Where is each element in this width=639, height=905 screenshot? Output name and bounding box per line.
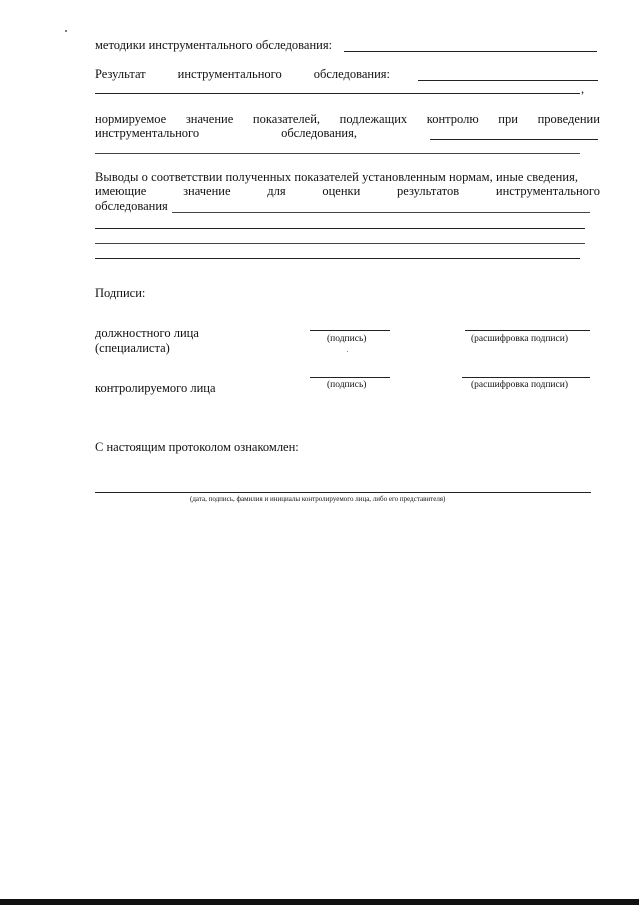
result-field-line-1[interactable]: [418, 80, 598, 81]
method-field-line[interactable]: [344, 51, 597, 52]
acknowledgement-field-line[interactable]: [95, 492, 591, 493]
scan-speck: [65, 30, 67, 32]
norm-word: инструментального: [95, 126, 200, 140]
result-comma: ,: [581, 82, 585, 96]
conclusion-field-line-2[interactable]: [95, 228, 585, 229]
official-decoding-caption: (расшифровка подписи): [471, 334, 568, 344]
norm-field-line-2[interactable]: [95, 153, 580, 154]
official-label-line-1: должностного лица: [95, 326, 199, 340]
conclusion-field-line-1[interactable]: [172, 212, 590, 213]
result-word: инструментального: [177, 67, 282, 81]
result-field-line-2[interactable]: [95, 93, 580, 94]
conclusion-label-row-2: [95, 184, 600, 199]
conclusion-word: инструментального: [495, 184, 600, 198]
conclusion-word: результатов: [397, 184, 460, 198]
scan-speck: [347, 351, 348, 352]
norm-word: контролю: [426, 112, 479, 126]
norm-word: подлежащих: [339, 112, 408, 126]
signatures-heading: Подписи:: [95, 286, 146, 300]
acknowledgement-caption: (дата, подпись, фамилия и инициалы контролируемого лица, либо его представителя): [190, 495, 446, 503]
norm-word: нормируемое: [95, 112, 167, 126]
controlled-decoding-line[interactable]: [462, 377, 590, 378]
result-word: Результат: [95, 67, 146, 81]
norm-word: показателей,: [252, 112, 321, 126]
conclusion-line-1: Выводы о соответствии полученных показателей установленным нормам, иные сведения,: [95, 170, 579, 184]
acknowledgement-label: С настоящим протоколом ознакомлен:: [95, 440, 299, 454]
controlled-label: контролируемого лица: [95, 381, 216, 395]
result-word: обследования:: [313, 67, 390, 81]
conclusion-field-line-3[interactable]: [95, 243, 585, 244]
conclusion-line-3: обследования: [95, 199, 168, 213]
norm-word: значение: [185, 112, 234, 126]
method-label: методики инструментального обследования:: [95, 38, 333, 52]
conclusion-word: оценки: [322, 184, 361, 198]
controlled-signature-caption: (подпись): [327, 380, 367, 390]
official-signature-caption: (подпись): [327, 334, 367, 344]
controlled-signature-line[interactable]: [310, 377, 390, 378]
conclusion-word: значение: [183, 184, 231, 198]
official-signature-line[interactable]: [310, 330, 390, 331]
official-label-line-2: (специалиста): [95, 341, 170, 355]
norm-label-row: [95, 112, 600, 127]
scan-bottom-edge: [0, 899, 639, 905]
conclusion-word: для: [267, 184, 286, 198]
official-decoding-line[interactable]: [465, 330, 590, 331]
result-label-row: [95, 67, 390, 82]
norm-word: при: [498, 112, 518, 126]
conclusion-word: имеющие: [95, 184, 147, 198]
conclusion-field-line-4[interactable]: [95, 258, 580, 259]
norm-word: обследования,: [281, 126, 357, 140]
norm-label-row-2: [95, 126, 357, 141]
norm-field-line-1[interactable]: [430, 139, 598, 140]
norm-word: проведении: [537, 112, 600, 126]
controlled-decoding-caption: (расшифровка подписи): [471, 380, 568, 390]
